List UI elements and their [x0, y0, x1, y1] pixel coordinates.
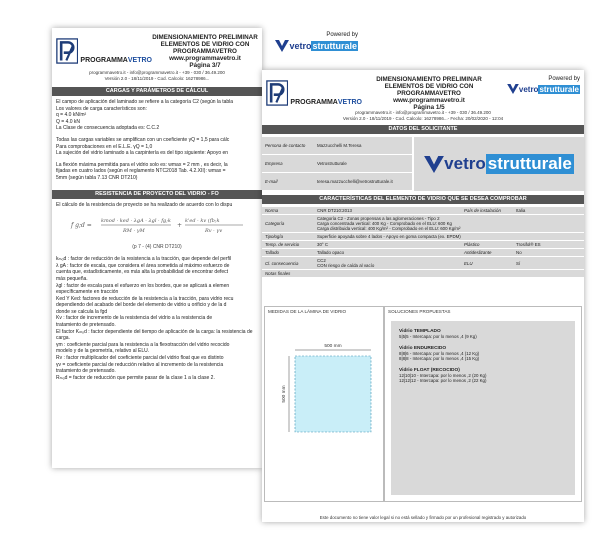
v-mark-icon	[275, 40, 289, 52]
title-line: www.programmavetro.it	[169, 55, 241, 62]
table-row	[262, 154, 412, 172]
cell-key: Tipología	[262, 233, 314, 241]
cell-key: Norma	[262, 207, 314, 215]
logo-part: vetro	[518, 84, 539, 94]
powered-by-label: Powered by	[326, 32, 358, 38]
soluciones-list	[391, 321, 575, 388]
cell-value: Italia	[513, 207, 584, 215]
programmavetro-logo-icon	[266, 78, 288, 108]
solution-group	[399, 329, 567, 340]
version-line: Versión 2.0 - 18/11/2019 - Cod. Calcolo: 16278986...- Fecha: 20/02/2020 - 12:04	[342, 115, 504, 121]
text-line: más pequeña.	[56, 275, 88, 282]
text-line: γm : coeficiente parcial para la resistencia a la flexotracción del vidrio recocido	[56, 341, 230, 348]
vetrostrutturale-logo	[496, 84, 580, 94]
text-line: Categoría C2 - Zonas propensas a las aglomeraciones - Tipo 2	[317, 216, 440, 221]
text-line: tratamiento de pretensado.	[56, 322, 116, 329]
logo-part: strutturale	[487, 154, 572, 173]
cell-value: Mazzucchelli M.Teresa	[314, 137, 412, 154]
section-bar-resistencia: RESISTENCIA DE PROYECTO DEL VIDRIO - FO	[52, 190, 262, 199]
programmavetro-logo	[56, 32, 152, 66]
solution-line: 12|12|12 - Intercapa: por lo menos ,2 (22 Kg)	[399, 378, 487, 384]
title-line: ELEMENTOS DE VIDRIO CON	[384, 83, 474, 90]
cargas-text	[52, 99, 262, 182]
cell-key: Empresa	[262, 154, 314, 172]
text-line: Carga distribuida vertical: 400 Kg/m² - Comprobado en el ELU: 600 Kg/m²	[317, 226, 461, 231]
cell-value: Vetrostrutturale	[314, 154, 412, 172]
cell-value: Trosifol® ES	[513, 241, 584, 249]
logo-wordmark: PROGRAMMAVETRO	[290, 99, 362, 106]
logo-part: vetro	[289, 41, 312, 51]
cell-key: Antideslizante	[461, 249, 513, 257]
cell-value: No	[513, 249, 584, 257]
v-mark-icon	[507, 84, 519, 94]
text-line: Ked Y Ked: factores de reducción de la resistencia a la tracción, para vidrio recu	[56, 295, 234, 302]
text-line: Para comprobaciones en el E.L.E. γQ = 1,0	[56, 143, 153, 150]
cell-value	[314, 215, 584, 233]
back-powered-by	[262, 32, 358, 52]
solution-line: 8|8|8 - Intercapa: por lo menos ,4 (15 Kg)	[399, 356, 480, 362]
text-line: tratamiento de pretensado.	[56, 368, 116, 375]
soluciones-panel	[384, 306, 582, 502]
solution-line: 8|8|6 - Intercapa: por lo menos ,4 (12 Kg)	[399, 350, 480, 356]
table-row	[262, 270, 584, 278]
svg-text:kmod · ked · λgA · λgl · fg;k: kmod · ked · λgA · λgl · fg;k	[101, 218, 171, 225]
vetrostrutturale-banner	[414, 137, 584, 191]
powered-by-label: Powered by	[548, 76, 580, 82]
programmavetro-logo	[266, 74, 362, 108]
text-line: Rv : factor multiplicador del coeficiente parcial del vidrio float que es distinto	[56, 355, 224, 362]
lamina-title: MEDIDAS DE LA LÁMINA DE VIDRIO	[268, 309, 347, 314]
glass-sheet-drawing	[265, 316, 383, 496]
text-line: dependiendo del acabado del borde del elemento de vidrio u orificio y de la d	[56, 302, 227, 309]
resistencia-text	[52, 256, 262, 381]
contact-line: programmavetro.it - info@programmavetro.it - +39 - 030 / 36.49.200	[89, 70, 225, 75]
table-row	[262, 137, 412, 154]
section-bar-cargas: CARGAS Y PARÁMETROS DE CÁLCUL	[52, 87, 262, 96]
back-header	[52, 28, 262, 69]
solution-line: 12|10|10 - Intercapa: por lo menos ,2 (20 Kg)	[399, 372, 487, 378]
cell-key: E-mail	[262, 172, 314, 190]
solicitante-block	[262, 137, 584, 193]
text-line: Rₘₒd = factor de reducción que permite pasar de la clase 1 a la clase 2.	[56, 374, 215, 381]
title-line: www.programmavetro.it	[393, 97, 465, 104]
solution-heading: Vidrio FLOAT (RECOCIDO)	[399, 367, 460, 373]
svg-text:k'ed · kv (fb;k: k'ed · kv (fb;k	[185, 218, 220, 225]
solution-heading: Vidrio ENDURECIDO	[399, 345, 447, 351]
table-row	[262, 172, 412, 190]
cell-key: Cl. consecuencia	[262, 257, 314, 270]
cell-value: teresa.mazzucchelli@vetrostrutturale.it	[314, 172, 412, 190]
svg-text:+: +	[177, 222, 183, 230]
front-header	[262, 70, 584, 111]
resistance-formula	[52, 208, 262, 256]
table-row	[262, 233, 584, 241]
text-line: El campo de aplicación del laminado se refiere a la categoría C2 (según la tabla	[56, 99, 234, 105]
soluciones-title: SOLUCIONES PROPUESTAS	[388, 309, 451, 314]
cell-key: Tallado	[262, 249, 314, 257]
title-line: PROGRAMMAVETRO	[397, 90, 461, 97]
text-line: λ gA : factor de escala, que considera el área sometida al máximo esfuerzo de	[56, 262, 230, 269]
v-mark-icon	[424, 156, 444, 173]
section-bar-caracteristicas: CARACTERÍSTICAS DEL ELEMENTO DE VIDRIO QUE SE DESEA COMPROBAR	[262, 195, 584, 204]
table-row	[262, 215, 584, 233]
svg-text:Rv · γv: Rv · γv	[205, 228, 223, 235]
text-line: Los valores de carga característicos son:	[56, 105, 147, 112]
solution-line: 5|5|5 - Intercapa: por lo menos ,4 (9 Kg)	[399, 334, 477, 339]
cell-key: Categoría	[262, 215, 314, 233]
text-line: donde se calcula la fgd	[56, 308, 108, 315]
contact-line: programmavetro.it - info@programmavetro.it - +39 - 030 / 36.49.200	[355, 110, 491, 115]
width-label: 500 mm	[324, 344, 342, 349]
table-row	[262, 207, 584, 215]
text-line: Todas las cargas variables se amplifican con un coeficiente γQ = 1,5 para cálc	[56, 136, 230, 143]
svg-text:RM · γM: RM · γM	[123, 228, 145, 235]
text-line: carga.	[56, 335, 70, 342]
solution-group	[399, 346, 567, 362]
table-row	[262, 241, 584, 249]
text-line: λgl : factor de escala para el esfuerzo en los bordes, que se aplicará a elemen	[56, 282, 230, 289]
cell-value: Tallado opaco	[314, 249, 461, 257]
resistencia-intro: El cálculo de la resistencia de proyecto se ha realizado de acuerdo con lo dispu	[56, 201, 233, 208]
page-number: Página 1/5	[413, 104, 445, 111]
text-line: q = 4.0 kN/m²	[56, 112, 87, 119]
lamina-panel	[264, 306, 384, 502]
logo-part: strutturale	[539, 84, 579, 94]
cell-key: Notas finales	[262, 270, 314, 278]
cell-value: Sí	[513, 257, 584, 270]
text-line: específicamente en tracción	[56, 289, 119, 296]
text-line: CC2	[317, 258, 326, 263]
text-line: La Clase de consecuencia adoptada es: C.C.2	[56, 125, 160, 132]
logo-part: strutturale	[312, 41, 357, 51]
programmavetro-logo-icon	[56, 36, 78, 66]
title-line: ELEMENTOS DE VIDRIO CON	[160, 41, 250, 48]
formula-image	[67, 214, 247, 236]
table-row	[262, 257, 584, 270]
front-page	[262, 70, 584, 522]
formula-reference: (p 7 - (4) CNR DT210)	[132, 244, 182, 251]
page-number: Página 3/7	[189, 62, 221, 69]
footer-disclaimer: Este documento no tiene valor legal si no está sellado y firmado por un profesional registrado y autorizado	[319, 515, 527, 520]
text-line: Q = 4.0 kN	[56, 118, 81, 125]
text-line: γv = coeficiente parcial de reducción relativo al incremento de la resistencia	[56, 361, 224, 368]
table-row	[262, 249, 584, 257]
cell-key: Plástico	[461, 241, 513, 249]
cell-key: Temp. de servicio	[262, 241, 314, 249]
text-line: Carga concentrada vertical: 400 Kg - Comprobado en el ELU: 600 Kg	[317, 221, 452, 226]
header-title	[152, 34, 258, 69]
text-line: El factor Kₘₒd : factor dependiente del tiempo de aplicación de la carga: la resistencia de	[56, 328, 253, 335]
glass-sheet	[295, 356, 371, 432]
cell-value: 30° C	[314, 241, 461, 249]
section-bar-solicitante: DATOS DEL SOLICITANTE	[262, 125, 584, 134]
solution-heading: Vidrio TEMPLADO	[399, 329, 441, 334]
version-line: Versión 2.0 - 18/11/2019 - Cod. Calcolo: 16278986...	[104, 75, 210, 81]
text-line: 5mm (según tabla 7.13 CNR DT210)	[56, 174, 138, 181]
text-line: fijadas en cuatro lados (según el reglamento NTC2018 Tab. 4.2.XII): wmax =	[56, 168, 226, 175]
vetrostrutturale-logo	[262, 40, 358, 52]
text-line: cuenta que, estadísticamente, es más alta la probabilidad de encontrar defect	[56, 269, 229, 276]
cell-value	[314, 270, 584, 278]
powered-by	[496, 76, 580, 94]
text-line: Kv : factor de incremento de la resistencia del vidrio a la resistencia de	[56, 315, 213, 322]
text-line: La flexión máxima permitida para el vidrio solo es: wmax = 2 mm , es decir, la	[56, 161, 228, 168]
back-page	[52, 28, 262, 468]
cell-key: ELU	[461, 257, 513, 270]
cell-value: CNR DT210:2013	[314, 207, 461, 215]
text-line: kₘₒd : factor de reducción de la resistencia a la tracción, que depende del perfil	[56, 256, 232, 263]
cell-key: Persona de contacto	[262, 137, 314, 154]
logo-wordmark: PROGRAMMAVETRO	[80, 57, 152, 64]
cell-key: País de instalación	[461, 207, 513, 215]
solution-group	[399, 368, 567, 384]
text-line: CON riesgo de caída al vacío	[317, 263, 375, 268]
text-line: La sujeción del vidrio laminado a la carpintería es del tipo siguiente: Apoyo en	[56, 150, 229, 157]
cell-value: Superficie apoyada sobre 4 lados - Apoyo en goma compacta (ex. EPDM)	[314, 233, 584, 241]
soluciones-box	[391, 321, 575, 495]
title-line: DIMENSIONAMIENTO PRELIMINAR	[152, 34, 258, 41]
cell-value	[314, 257, 461, 270]
text-line: modelo y de la geometría, relativo al ELU.	[56, 348, 150, 355]
header-title	[362, 76, 496, 111]
title-line: PROGRAMMAVETRO	[173, 48, 237, 55]
height-label: 500 mm	[282, 385, 287, 403]
solicitante-table	[262, 137, 412, 191]
svg-text:f g;d =: f g;d =	[71, 222, 92, 230]
logo-part: vetro	[444, 154, 486, 173]
caracteristicas-table	[262, 207, 584, 278]
title-line: DIMENSIONAMIENTO PRELIMINAR	[376, 76, 482, 83]
